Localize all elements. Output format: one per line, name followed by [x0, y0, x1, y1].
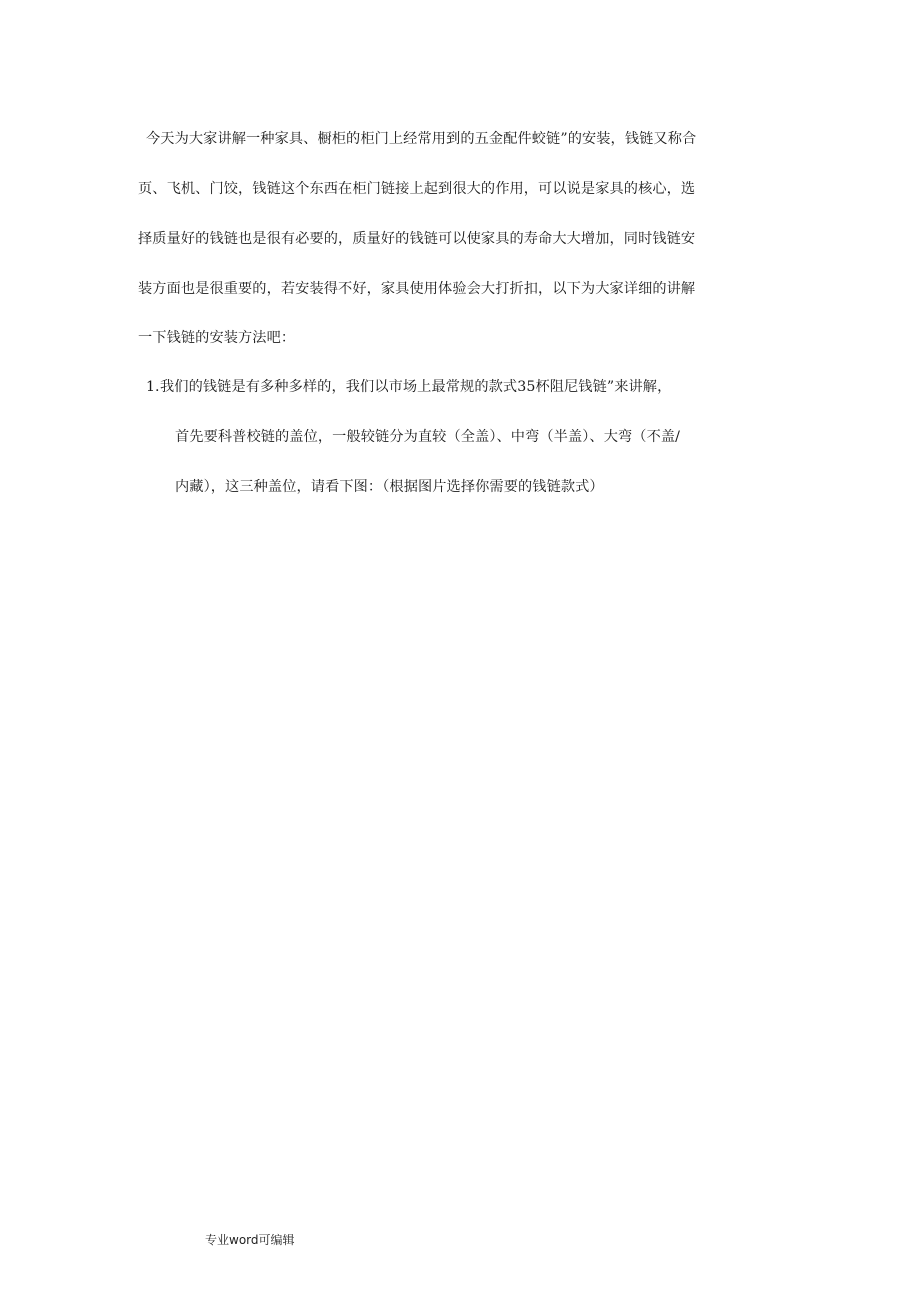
list-item-line-1: 我们的钱链是有多种多样的，我们以市场上最常规的款式35杯阻尼钱链”来讲解， — [160, 379, 672, 395]
list-item-line-3: 内藏），这三种盖位，请看下图：（根据图片选择你需要的钱链款式） — [175, 479, 604, 495]
list-item-line-2: 首先要科普校链的盖位，一般较链分为直较（全盖）、中弯（半盖）、大弯（不盖/ — [175, 429, 681, 445]
paragraph-line-4: 装方面也是很重要的，若安装得不好，家具使用体验会大打折扣，以下为大家详细的讲解 — [138, 281, 696, 297]
paragraph-line-2: 页、飞机、门饺，钱链这个东西在柜门链接上起到很大的作用，可以说是家具的核心，选 — [138, 181, 696, 197]
paragraph-line-3: 择质量好的钱链也是很有必要的，质量好的钱链可以使家具的寿命大大增加，同时钱链安 — [138, 231, 696, 247]
list-item-number: 1. — [146, 379, 160, 395]
page-footer: 专业word可编辑 — [205, 1233, 295, 1247]
paragraph-line-5: 一下钱链的安装方法吧： — [138, 330, 296, 346]
paragraph-line-1: 今天为大家讲解一种家具、橱柜的柜门上经常用到的五金配件蛟链”的安装，钱链又称合 — [146, 131, 697, 147]
